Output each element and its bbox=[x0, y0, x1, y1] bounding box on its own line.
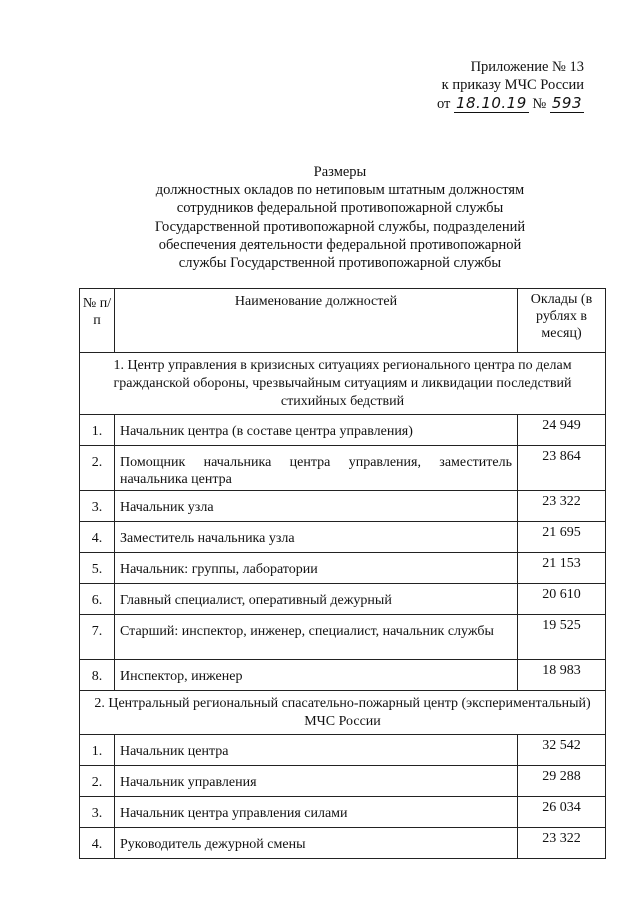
table-row bbox=[80, 491, 606, 522]
row-number: 3. bbox=[80, 797, 115, 828]
row-salary: 18 983 bbox=[518, 660, 606, 691]
order-number-label: № bbox=[532, 96, 547, 112]
row-position: Инспектор, инженер bbox=[115, 660, 518, 691]
table-row bbox=[80, 735, 606, 766]
document-title bbox=[120, 163, 560, 272]
title-line-1: Размеры bbox=[313, 164, 367, 180]
row-number: 1. bbox=[80, 415, 115, 446]
salary-table-body bbox=[80, 353, 606, 859]
row-position: Главный специалист, оперативный дежурный bbox=[115, 584, 518, 615]
row-salary: 21 695 bbox=[518, 522, 606, 553]
row-salary: 23 864 bbox=[518, 446, 606, 491]
row-position: Руководитель дежурной смены bbox=[115, 828, 518, 859]
row-position: Начальник управления bbox=[115, 766, 518, 797]
row-number: 4. bbox=[80, 522, 115, 553]
row-salary: 21 153 bbox=[518, 553, 606, 584]
row-position: Старший: инспектор, инженер, специалист, начальник службы bbox=[115, 615, 518, 660]
row-number: 2. bbox=[80, 446, 115, 491]
title-line-5: обеспечения деятельности федеральной противопожарной bbox=[158, 236, 522, 253]
row-salary: 23 322 bbox=[518, 828, 606, 859]
salary-table bbox=[79, 288, 606, 859]
table-row bbox=[80, 522, 606, 553]
row-salary: 26 034 bbox=[518, 797, 606, 828]
appendix-header bbox=[437, 58, 584, 113]
section-title: 2. Центральный региональный спасательно-пожарный центр (экспериментальный) МЧС России bbox=[80, 691, 606, 735]
appendix-line-3 bbox=[437, 94, 584, 113]
table-row bbox=[80, 615, 606, 660]
row-position: Помощник начальника центра управления, заместитель начальника центра bbox=[115, 446, 518, 491]
row-number: 1. bbox=[80, 735, 115, 766]
table-row bbox=[80, 797, 606, 828]
table-row bbox=[80, 828, 606, 859]
row-salary: 19 525 bbox=[518, 615, 606, 660]
title-line-4: Государственной противопожарной службы, подразделений bbox=[154, 218, 526, 235]
table-row bbox=[80, 446, 606, 491]
row-salary: 24 949 bbox=[518, 415, 606, 446]
appendix-line-1: Приложение № 13 bbox=[470, 59, 584, 75]
appendix-from-label: от bbox=[436, 96, 451, 112]
row-number: 4. bbox=[80, 828, 115, 859]
title-line-6: службы Государственной противопожарной службы bbox=[178, 255, 502, 272]
row-salary: 23 322 bbox=[518, 491, 606, 522]
section-row bbox=[80, 691, 606, 735]
row-salary: 32 542 bbox=[518, 735, 606, 766]
title-line-2: должностных окладов по нетиповым штатным должностям bbox=[155, 182, 525, 199]
row-position: Начальник центра bbox=[115, 735, 518, 766]
row-number: 2. bbox=[80, 766, 115, 797]
header-position-name: Наименование должностей bbox=[115, 289, 518, 353]
row-position: Начальник центра управления силами bbox=[115, 797, 518, 828]
order-number-handwritten: 593 bbox=[551, 94, 582, 112]
table-row bbox=[80, 415, 606, 446]
title-line-3: сотрудников федеральной противопожарной службы bbox=[176, 200, 504, 217]
section-row bbox=[80, 353, 606, 415]
appendix-line-2: к приказу МЧС России bbox=[441, 77, 584, 93]
row-number: 3. bbox=[80, 491, 115, 522]
row-position: Заместитель начальника узла bbox=[115, 522, 518, 553]
table-row bbox=[80, 553, 606, 584]
row-position: Начальник: группы, лаборатории bbox=[115, 553, 518, 584]
row-number: 8. bbox=[80, 660, 115, 691]
salary-table-container bbox=[79, 288, 594, 859]
row-number: 7. bbox=[80, 615, 115, 660]
header-number: № п/п bbox=[80, 289, 115, 353]
header-salary: Оклады (в рублях в месяц) bbox=[518, 289, 606, 353]
order-date-handwritten: 18.10.19 bbox=[455, 94, 527, 112]
table-row bbox=[80, 584, 606, 615]
table-row bbox=[80, 660, 606, 691]
row-salary: 29 288 bbox=[518, 766, 606, 797]
section-title: 1. Центр управления в кризисных ситуациях регионального центра по делам гражданской обороны, чрезвычайным ситуациям и ликвидации последствий стихийных бедствий bbox=[80, 353, 606, 415]
row-position: Начальник узла bbox=[115, 491, 518, 522]
row-salary: 20 610 bbox=[518, 584, 606, 615]
table-row bbox=[80, 766, 606, 797]
row-position: Начальник центра (в составе центра управления) bbox=[115, 415, 518, 446]
row-number: 5. bbox=[80, 553, 115, 584]
row-number: 6. bbox=[80, 584, 115, 615]
